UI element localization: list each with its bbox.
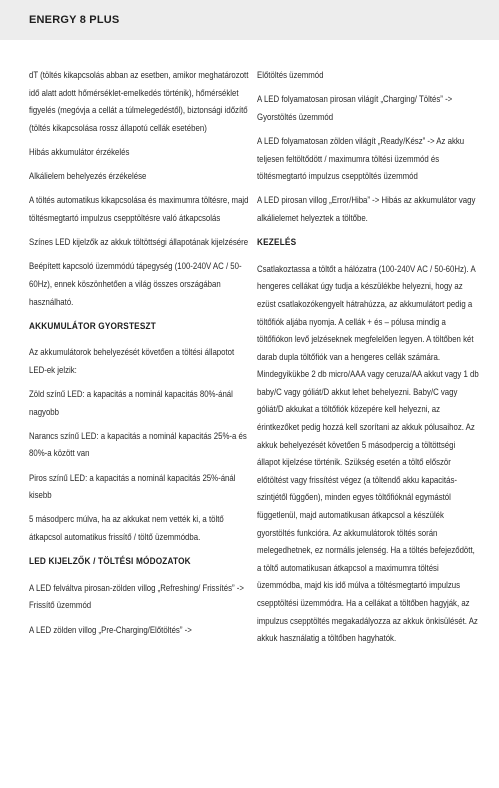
page-header (0, 0, 499, 40)
section-heading-quick-test: AKKUMULÁTOR GYORSTESZT (29, 320, 156, 332)
right-column (257, 67, 479, 654)
paragraph: Hibás akkumulátor érzékelés (29, 146, 130, 157)
paragraph: A LED felváltva pirosan-zölden villog „Refreshing/ Frissítés” -> Frissítő üzemmód (29, 582, 244, 611)
paragraph: Színes LED kijelzők az akkuk töltöttségi állapotának kijelzésére (29, 237, 249, 248)
paragraph: Alkálielem behelyezés érzékelése (29, 171, 147, 182)
paragraph: Beépített kapcsoló üzemmódú tápegység (100-240V AC / 50-60Hz), ennek köszönhetően a világ összes országában használható. (29, 261, 242, 307)
left-column-text (29, 67, 251, 646)
paragraph: A LED pirosan villog „Error/Hiba” -> Hibás az akkumulátor vagy alkálielemet helyeztek a töltőbe. (257, 195, 476, 223)
left-column (29, 67, 251, 646)
paragraph: Zöld színű LED: a kapacitás a nominál kapacitás 80%-ánál nagyobb (29, 389, 233, 417)
paragraph: A LED zölden villog „Pre-Charging/Előtöltés” -> (29, 624, 192, 635)
section-heading-led-modes: LED KIJELZŐK / TÖLTÉSI MÓDOZATOK (29, 556, 191, 568)
paragraph: dT (töltés kikapcsolás abban az esetben, amikor meghatározott idő alatt adott hőmérséklet-emelkedés történik), hőmérséklet figyelés (megóvja a cellát a túlmelegedéstől), biztonsági időzítő (töltés kikapcsolása rossz állapotú cellák esetében) (29, 70, 249, 133)
paragraph: Narancs színű LED: a kapacitás a nominál kapacitás 25%-a és 80%-a között van (29, 430, 247, 459)
paragraph: A LED folyamatosan pirosan világít „Charging/ Töltés” -> Gyorstöltés üzemmód (257, 94, 453, 122)
paragraph: Piros színű LED: a kapacitás a nominál kapacitás 25%-ánál kisebb (29, 472, 236, 501)
paragraph: 5 másodperc múlva, ha az akkukat nem vették ki, a töltő átkapcsol automatikus frissítő / töltő üzemmódba. (29, 514, 224, 542)
paragraph: Csatlakoztassa a töltőt a hálózatra (100-240V AC / 50-60Hz). A hengeres cellákat úgy tudja a készülékbe helyezni, hogy az ezüst csatlakozókengyelt hátrahúzza, az akkumulátort pedig a töltőfiók aljába nyomja. A cellák + és – pólusa mindig a töltőfiókon levő jelzéseknek megfelelően legyen. A töltőben két darab dupla töltőfiók van a hengeres cellák számára. Mindegyikükbe 2 db micro/AAA vagy ceruza/AA akkut vagy 1 db baby/C vagy góliát/D akkut lehet behelyezni. Baby/C vagy góliát/D akkukat a töltőfiók közepére kell helyezni, az érintkezőket pedig hozzá kell szorítani az akkuk pólusaihoz. Az akkuk behelyezését követően 5 másodpercig a töltöttségi állapot kijelzése történik. Szükség esetén a töltő először előtöltést vagy frissítést végez (a töltendő akku kapacitás-szintjétől függően), minden egyes töltőfióknál egymástól függetlenül, majd automatikusan átkapcsol a készülék gyorstöltés funkcióra. Az akkumulátorok töltés során melegedhetnek, ez normális jelenség. Ha a töltés befejeződött, a töltő automatikusan átkapcsol a maximumra töltési üzemmódba, majd kis idő múlva a töltésmegtartó impulzus csepptöltési üzemmódra. Ha a cellákat a töltőben hagyják, az impulzus csepptöltés megakadályozza az akkuk önkisülését. Az akkuk használatig a töltőben hagyhatók. (257, 263, 479, 644)
right-column-text (257, 67, 479, 654)
document-title: ENERGY 8 PLUS (29, 14, 120, 26)
paragraph: Az akkumulátorok behelyezését követően a töltési állapotot LED-ek jelzik: (29, 347, 235, 375)
section-heading-operation: KEZELÉS (257, 237, 297, 249)
paragraph: A töltés automatikus kikapcsolása és maximumra töltésre, majd töltésmegtartó impulzus csepptöltésre való átkapcsolás (29, 195, 249, 223)
paragraph: A LED folyamatosan zölden világít „Ready/Kész” -> Az akku teljesen feltöltődött / maximumra töltési üzemmód és töltésmegtartó impulzus csepptöltés üzemmód (257, 135, 465, 182)
paragraph: Előtöltés üzemmód (257, 70, 324, 80)
